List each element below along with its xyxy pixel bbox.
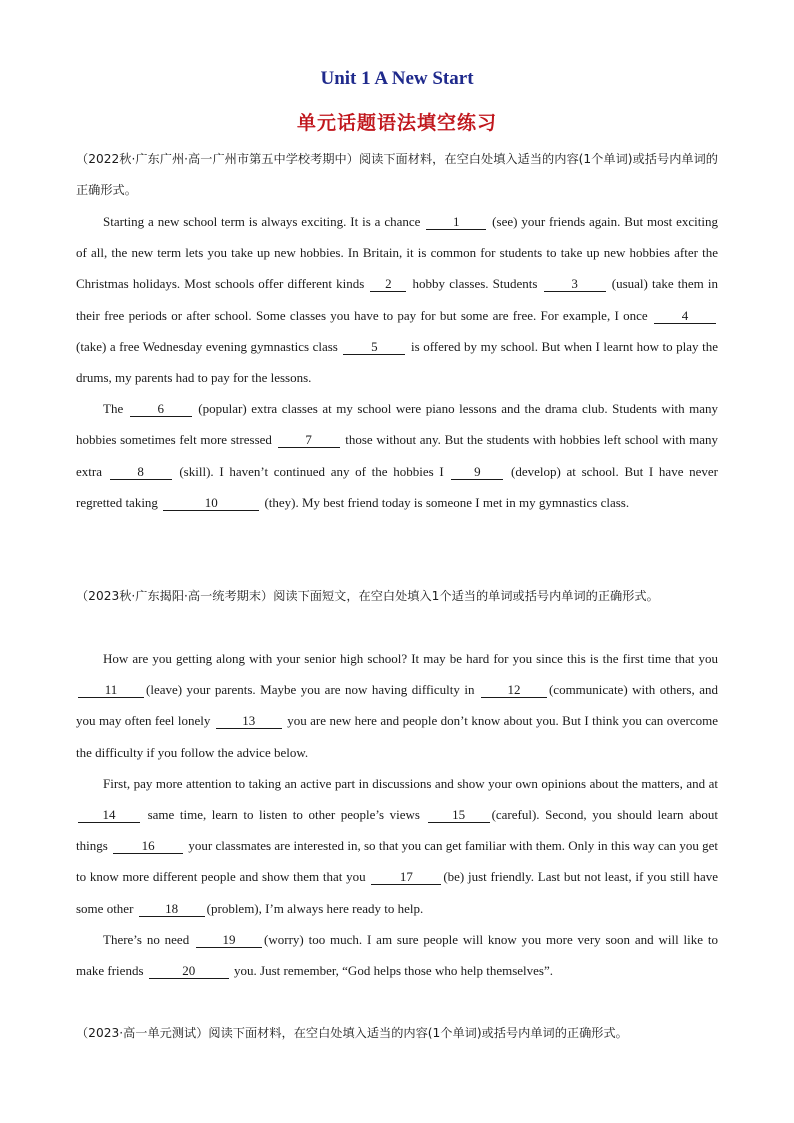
- page-subtitle: 单元话题语法填空练习: [296, 112, 497, 134]
- blank-13[interactable]: 13: [216, 714, 282, 729]
- blank-4[interactable]: 4: [654, 309, 716, 324]
- section1-passage: [76, 206, 718, 518]
- blank-20[interactable]: 20: [149, 964, 229, 979]
- blank-7[interactable]: 7: [278, 433, 340, 448]
- section2-intro: （2023秋·广东揭阳·高一统考期末）阅读下面短文，在空白处填入1个适当的单词或括号内单词的正确形式。: [76, 589, 659, 603]
- section1-paragraph-1: Starting a new school term is always exciting. It is a chance 1 (see) your friends again. But most exciting of all, the new term lets you take up new hobbies. In Britain, it is common for students to take up new hobbies after the Christmas holidays. Most schools offer different kinds 2 hobby classes. Students 3 (usual) take them in their free periods or after school. Some classes you have to pay for but some are free. For example, I once 4 (take) a free Wednesday evening gymnastics class 5 is offered by my school. But when I learnt how to play the drums, my parents had to pay for the lessons.: [76, 214, 719, 386]
- section2-paragraph-2: First, pay more attention to taking an active part in discussions and show your own opinions about the matters, and at 14 same time, learn to listen to other people’s views 15 (careful). Second, you should learn about things 16 your classmates are interested in, so that you can get familiar with them. Only in this way can you get to know more different people and show them that you 17 (be) just friendly. Last but not least, if you still have some other 18 (problem), I’m always here ready to help.: [76, 775, 718, 916]
- section2-paragraph-3: There’s no need 19 (worry) too much. I am sure people will know you more very soon and will like to make friends 20 you. Just remember, “God helps those who help themselves”.: [76, 931, 718, 979]
- blank-8[interactable]: 8: [110, 465, 172, 480]
- blank-16[interactable]: 16: [113, 839, 183, 854]
- blank-1[interactable]: 1: [426, 215, 486, 230]
- blank-15[interactable]: 15: [428, 808, 490, 823]
- section1-intro: （2022秋·广东广州·高一广州市第五中学校考期中）阅读下面材料，在空白处填入适当的内容(1个单词)或括号内单词的正确形式。: [76, 152, 718, 198]
- section2-passage: [76, 643, 718, 986]
- section2-paragraph-1: How are you getting along with your senior high school? It may be hard for you since this is the first time that you 11 (leave) your parents. Maybe you are now having difficulty in 12 (communicate) with others, and you may often feel lonely 13 you are new here and people don’t know about you. But I think you can overcome the difficulty if you follow the advice below.: [76, 651, 718, 760]
- section3-intro: （2023·高一单元测试）阅读下面材料，在空白处填入适当的内容(1个单词)或括号内单词的正确形式。: [76, 1026, 628, 1040]
- blank-11[interactable]: 11: [78, 683, 144, 698]
- blank-6[interactable]: 6: [130, 402, 192, 417]
- blank-2[interactable]: 2: [370, 277, 406, 292]
- blank-5[interactable]: 5: [343, 340, 405, 355]
- blank-10[interactable]: 10: [163, 496, 259, 511]
- blank-17[interactable]: 17: [371, 870, 441, 885]
- blank-9[interactable]: 9: [451, 465, 503, 480]
- blank-3[interactable]: 3: [544, 277, 606, 292]
- section1-paragraph-2: The 6 (popular) extra classes at my school were piano lessons and the drama club. Students with many hobbies sometimes felt more stressed 7 those without any. But the students with hobbies left school with many extra 8 (skill). I haven’t continued any of the hobbies I 9 (develop) at school. But I have never regretted taking 10 (they). My best friend today is someone I met in my gymnastics class.: [76, 401, 719, 510]
- blank-12[interactable]: 12: [481, 683, 547, 698]
- page-title: Unit 1 A New Start: [320, 68, 474, 89]
- blank-18[interactable]: 18: [139, 902, 205, 917]
- blank-14[interactable]: 14: [78, 808, 140, 823]
- blank-19[interactable]: 19: [196, 933, 262, 948]
